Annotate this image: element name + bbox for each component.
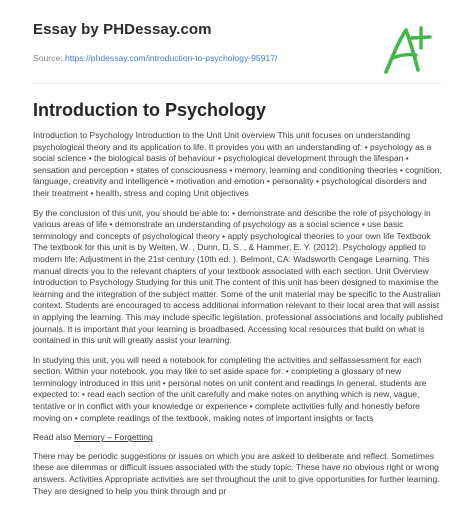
read-also-label: Read also — [33, 432, 72, 443]
essay-body — [33, 130, 443, 505]
essay-title: Introduction to Psychology — [33, 100, 266, 120]
read-also-link[interactable]: Memory – Forgetting — [73, 432, 153, 443]
paragraph-intro: Introduction to Psychology Introduction to the Unit Unit overview This unit focuses on understanding psychological theory and its application to life. It provides you with an understanding of: • psychology as a social science • the biological basis of behaviour • psychological development through the lifespan • sensation and perception • states of consciousness • memory, learning and conditioning theories • cognition, language, creativity and intelligence • motivation and emotion • personality • psychological disorders and their treatment • health, stress and coping Unit objectives — [33, 130, 442, 198]
paragraph-studying: In studying this unit, you will need a notebook for completing the activities and selfassessment for each section. Within your notebook, you may like to set aside space for: • completing a glossary of new terminology introduced in this unit • personal notes on unit content and readings In general, students are expected to: • read each section of the unit carefully and make notes on anything which is new, vague, tentative or in conflict with your knowledge or experience • complete activities fully and honestly before moving on • complete readings of the textbook, making notes of important insights or facts — [33, 354, 427, 423]
paragraph-reflection: There may be periodic suggestions or issues on which you are asked to deliberate and reflect. Sometimes these are dilemmas or difficult issues associated with the study topic. These have no obvious right or wrong answers. Activities Appropriate activities are set throughout the unit to give opportunities for further learning. They are designed to help you think through and pr — [33, 450, 440, 496]
source-line — [33, 53, 277, 63]
brand-title: Essay by PHDessay.com — [33, 21, 212, 38]
paragraph-conclusion: By the conclusion of this unit, you should be able to: • demonstrate and describe the role of psychology in various areas of life • demonstrate an understanding of psychology as a social science • use basic terminology and concepts of psychological theory • apply psychological theories to your own life Textbook The textbook for this unit is by Weiten, W. , Dunn, D. S. , & Hammer, E. Y. (2012). Psychology applied to modern life: Adjustment in the 21st century (10th ed. ). Belmont, CA: Wadsworth Cengage Learning. This manual directs you to the relevant chapters of your textbook associated with each section. Unit Overview Introduction to Psychology Studying for this unit The content of this unit has been designed to maximise the learning and the integration of the subject matter. Some of the unit material may be specific to the Australian context. Students are encouraged to access additional information relevant to their local area that will assist in applying the learning. This may include specific legislation, professional associations and locally published journals. It is important that your learning is broadbased. Accessing local resources that build on what is contained in this unit will greatly assist your learning. — [33, 207, 443, 346]
source-label: Source: — [33, 53, 63, 63]
source-link[interactable]: https://phdessay.com/introduction-to-psychology-95917/ — [65, 53, 278, 63]
a-plus-logo — [378, 24, 434, 80]
read-also — [33, 432, 443, 444]
header-divider — [33, 83, 441, 84]
